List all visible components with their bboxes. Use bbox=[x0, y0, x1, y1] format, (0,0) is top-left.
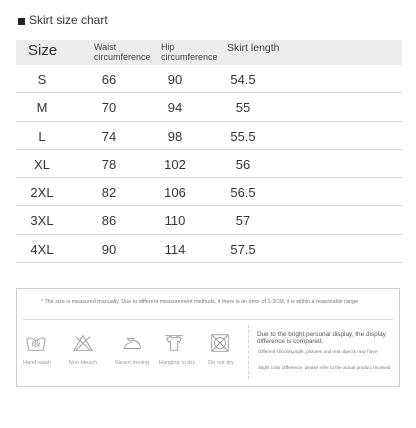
header-waist bbox=[94, 42, 151, 62]
header-size: Size bbox=[28, 42, 58, 59]
bullet-square-icon bbox=[18, 18, 25, 25]
table-row bbox=[16, 122, 402, 150]
cell-waist: 86 bbox=[101, 213, 117, 229]
panel-separator bbox=[248, 325, 249, 379]
cell-length: 56 bbox=[235, 156, 251, 172]
icon-label-non-bleach: Non-bleach bbox=[68, 360, 98, 366]
panel-divider bbox=[23, 319, 393, 320]
cell-waist: 74 bbox=[101, 128, 117, 144]
table-row bbox=[16, 65, 402, 93]
cell-size: M bbox=[36, 100, 48, 116]
cell-size: XL bbox=[34, 156, 50, 172]
header-skirt-length: Skirt length bbox=[227, 42, 280, 54]
non-bleach-icon bbox=[72, 333, 94, 353]
display-difference-note-1: Different shooting light, pictures and real objects may have bbox=[258, 349, 378, 354]
icon-label-hand-wash: Hand wash bbox=[23, 360, 51, 366]
do-not-dry-icon bbox=[209, 333, 231, 353]
hang-dry-icon bbox=[163, 333, 185, 353]
cell-hip: 94 bbox=[167, 100, 183, 116]
steam-iron-icon bbox=[121, 333, 143, 353]
cell-hip: 110 bbox=[164, 213, 186, 229]
table-row bbox=[16, 235, 402, 263]
cell-length: 57.5 bbox=[230, 241, 256, 257]
cell-hip: 114 bbox=[164, 241, 186, 257]
cell-waist: 90 bbox=[101, 241, 117, 257]
header-hip-line1: Hip bbox=[161, 42, 175, 52]
cell-hip: 106 bbox=[164, 185, 186, 201]
icon-label-hanging-to-dry: Hanging to dry bbox=[158, 360, 196, 366]
cell-waist: 82 bbox=[101, 185, 117, 201]
header-hip-line2: circumference bbox=[161, 52, 218, 62]
table-row bbox=[16, 150, 402, 178]
table-header bbox=[16, 40, 402, 65]
cell-size: S bbox=[37, 72, 47, 87]
cell-length: 57 bbox=[235, 213, 251, 229]
cell-waist: 78 bbox=[101, 156, 117, 172]
header-hip bbox=[161, 42, 218, 62]
table-row bbox=[16, 93, 402, 121]
icon-label-do-not-dry: Do not dry bbox=[208, 360, 234, 366]
chart-title-text: Skirt size chart bbox=[29, 13, 108, 27]
icon-label-steam-ironing: Steam ironing bbox=[114, 360, 150, 366]
cell-length: 54.5 bbox=[230, 72, 256, 87]
chart-title bbox=[18, 13, 108, 27]
care-instructions-panel bbox=[16, 288, 400, 387]
cell-size: 3XL bbox=[30, 213, 54, 229]
cell-waist: 70 bbox=[101, 100, 117, 116]
cell-size: 2XL bbox=[30, 185, 54, 201]
cell-hip: 90 bbox=[167, 72, 183, 87]
cell-length: 56.5 bbox=[230, 185, 256, 201]
header-waist-line2: circumference bbox=[94, 52, 151, 62]
cell-length: 55.5 bbox=[230, 128, 256, 144]
cell-waist: 66 bbox=[101, 72, 117, 87]
display-difference-note-2: Slight color difference, please refer to the actual product received bbox=[258, 365, 391, 370]
hand-wash-icon bbox=[25, 333, 47, 353]
cell-length: 55 bbox=[235, 100, 251, 116]
cell-hip: 98 bbox=[167, 128, 183, 144]
measurement-note: * The size is measured manually. Due to different measurement methods, if there is an error of 1-3CM, it is within a reasonable range. bbox=[41, 299, 360, 305]
cell-size: 4XL bbox=[30, 241, 54, 257]
size-table bbox=[16, 40, 402, 263]
table-row bbox=[16, 206, 402, 234]
table-row bbox=[16, 178, 402, 206]
cell-size: L bbox=[38, 128, 46, 144]
cell-hip: 102 bbox=[164, 156, 186, 172]
display-difference-title: Due to the bright personal display, the display difference is compared. bbox=[257, 331, 386, 346]
header-waist-line1: Waist bbox=[94, 42, 117, 52]
